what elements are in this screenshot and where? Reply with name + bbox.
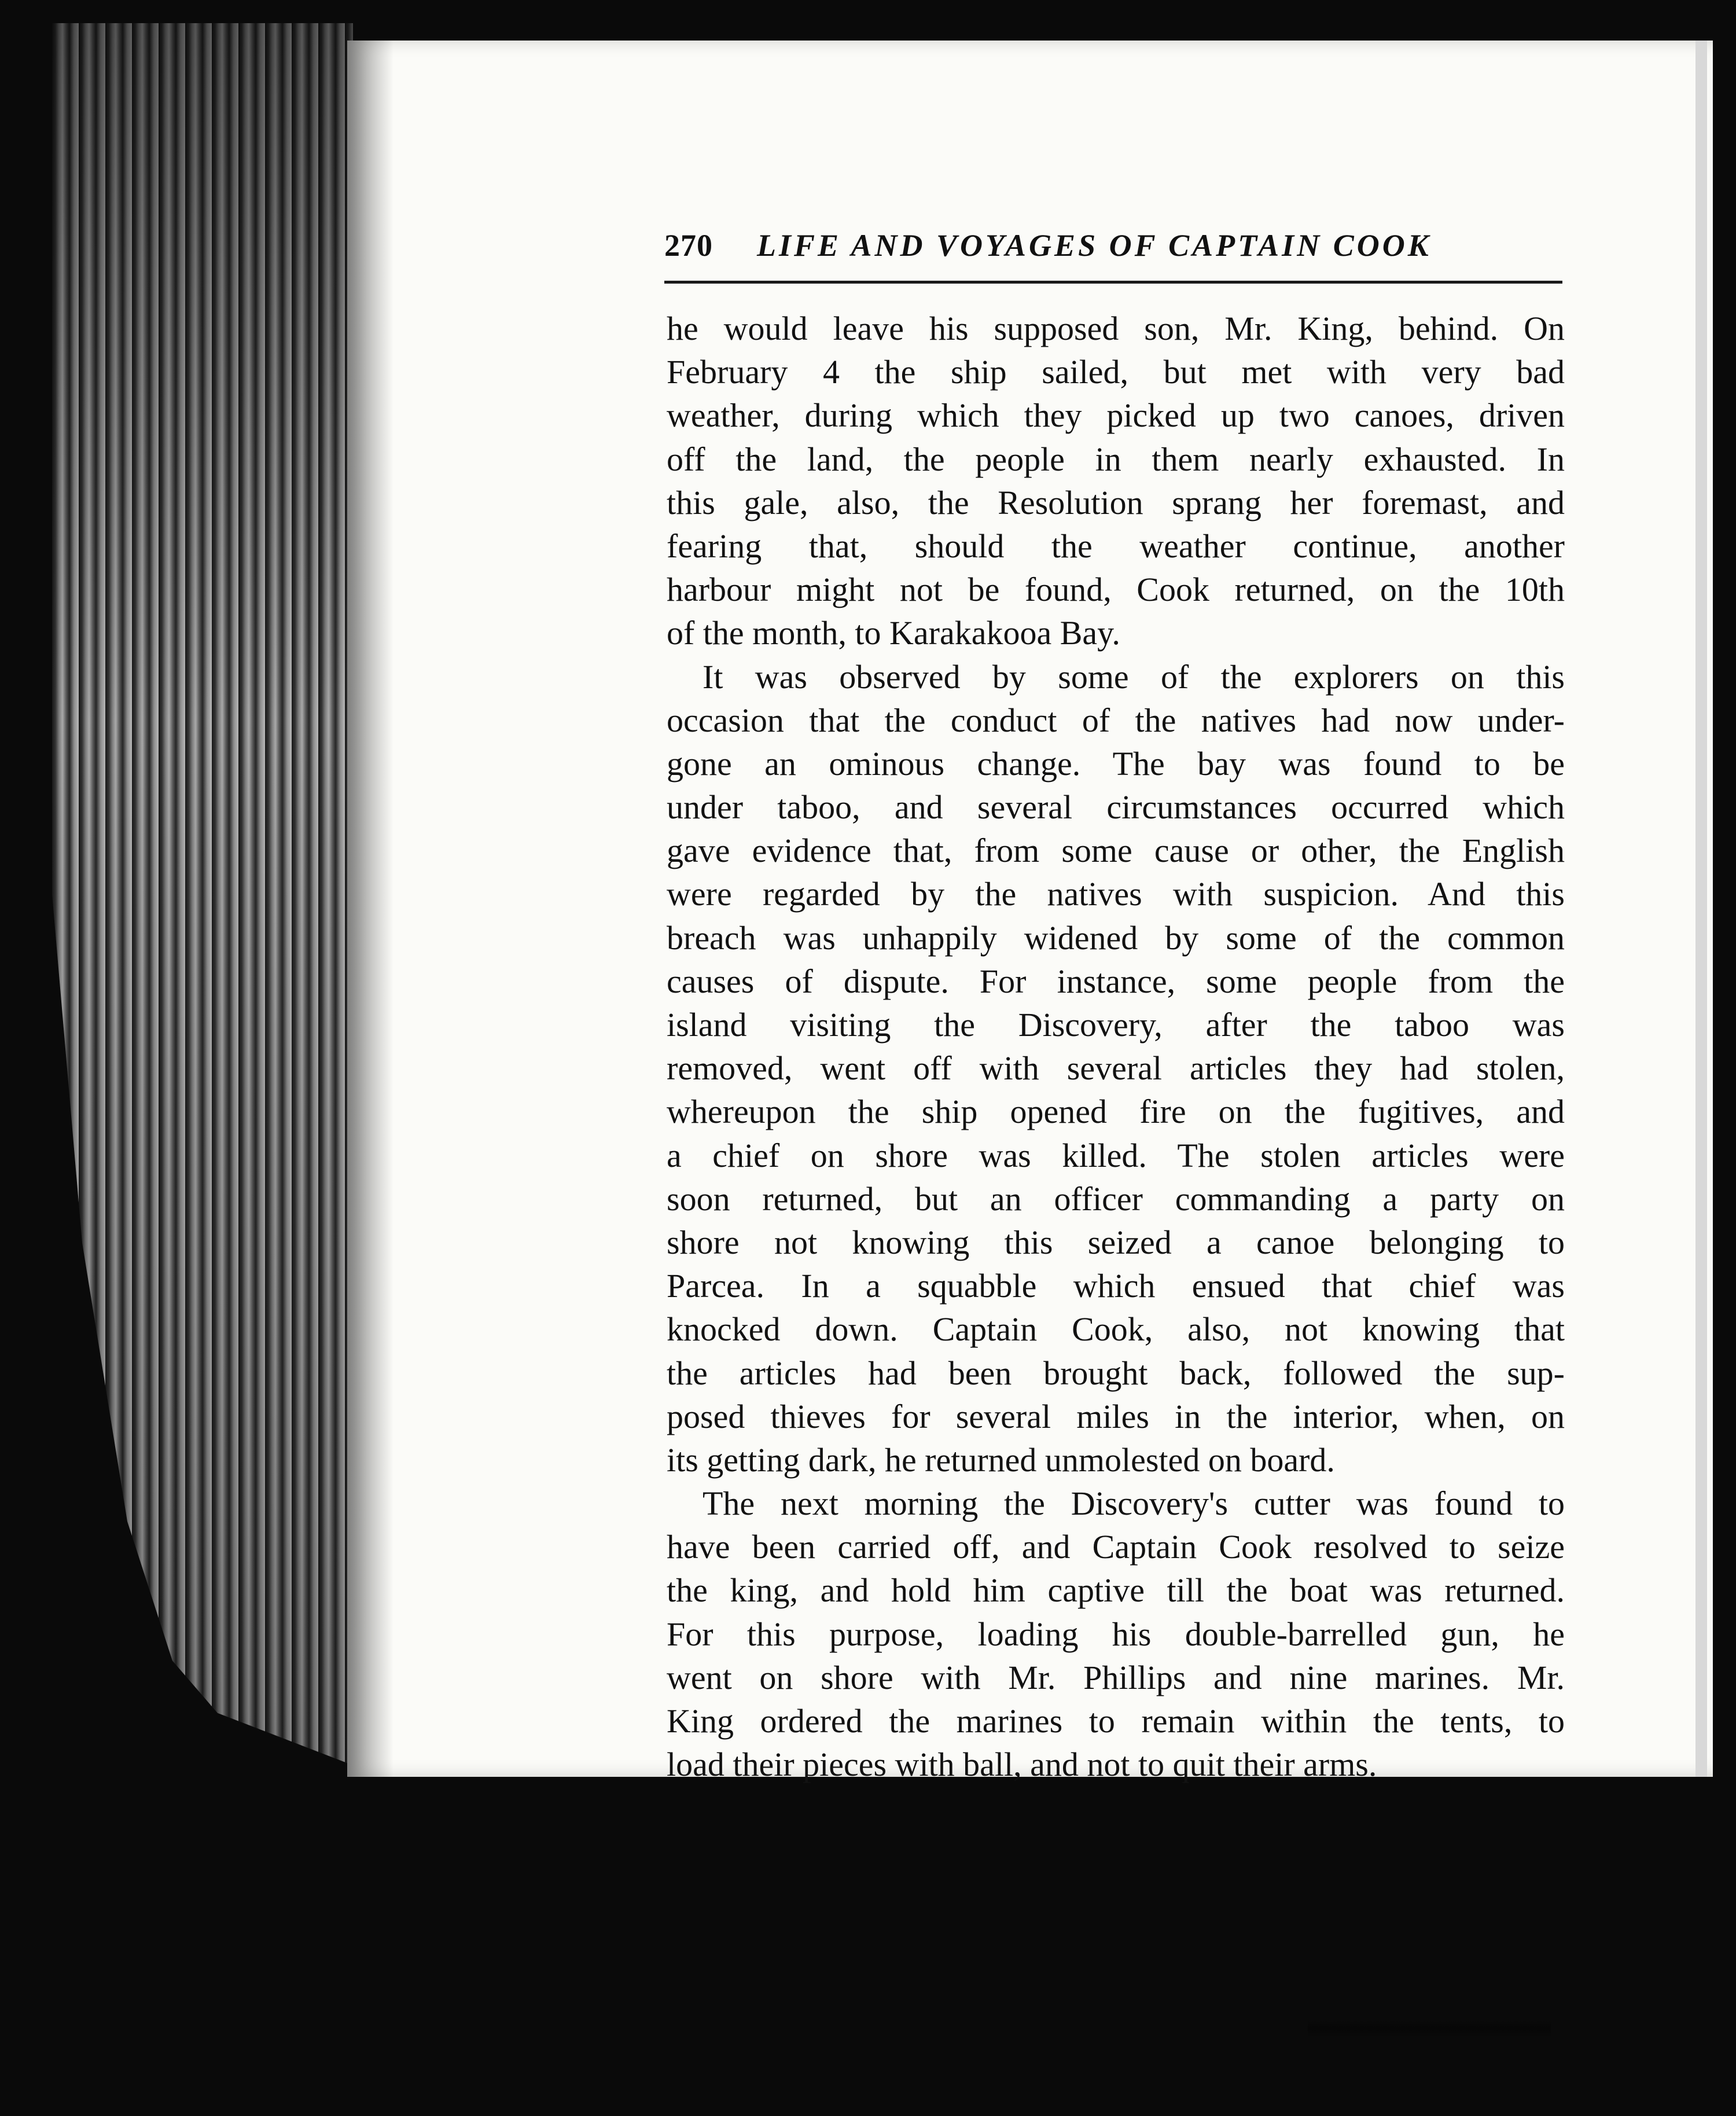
text-line: went on shore with Mr. Phillips and nine marines. Mr. — [667, 1658, 1565, 1696]
text-line: this gale, also, the Resolution sprang her foremast, and — [667, 483, 1565, 521]
text-line: harbour might not be found, Cook returned, on the 10th — [667, 571, 1565, 609]
body-text — [667, 307, 1565, 1786]
running-title: LIFE AND VOYAGES OF CAPTAIN COOK — [757, 228, 1432, 263]
text-line: of the month, to Karakakooa Bay. — [667, 614, 1120, 652]
text-line: have been carried off, and Captain Cook resolved to seize — [667, 1528, 1565, 1566]
text-line: breach was unhappily widened by some of the common — [667, 919, 1565, 957]
text-line: King ordered the marines to remain within the tents, to — [667, 1702, 1565, 1740]
page-gutter-shadow — [347, 41, 393, 1777]
paragraph — [667, 655, 1565, 1482]
text-line: whereupon the ship opened fire on the fugitives, and — [667, 1093, 1565, 1131]
text-line: a chief on shore was killed. The stolen articles were — [667, 1136, 1565, 1174]
text-line: posed thieves for several miles in the interior, when, on — [667, 1397, 1565, 1435]
text-line: February 4 the ship sailed, but met with very bad — [667, 353, 1565, 391]
text-line: soon returned, but an officer commanding a party on — [667, 1180, 1565, 1218]
text-line: knocked down. Captain Cook, also, not knowing that — [667, 1310, 1565, 1349]
text-line: gave evidence that, from some cause or other, the English — [667, 832, 1565, 870]
text-line: It was observed by some of the explorers on this — [703, 657, 1565, 696]
text-line: the articles had been brought back, followed the sup- — [667, 1354, 1565, 1392]
text-line: off the land, the people in them nearly exhausted. In — [667, 440, 1565, 478]
text-line: were regarded by the natives with suspicion. And this — [667, 875, 1565, 913]
paragraph — [667, 1482, 1565, 1786]
text-line: under taboo, and several circumstances occurred which — [667, 788, 1565, 826]
running-header — [664, 223, 1567, 275]
text-line: Parcea. In a squabble which ensued that chief was — [667, 1267, 1565, 1305]
text-line: its getting dark, he returned unmolested on board. — [667, 1441, 1335, 1479]
text-line: load their pieces with ball, and not to quit their arms. — [667, 1746, 1377, 1784]
text-line: island visiting the Discovery, after the taboo was — [667, 1006, 1565, 1044]
text-line: For this purpose, loading his double-barrelled gun, he — [667, 1615, 1565, 1653]
page-foot-shadow — [1308, 2020, 1551, 2037]
page-edge-shade — [52, 23, 353, 1765]
text-line: The next morning the Discovery's cutter was found to — [703, 1485, 1565, 1523]
text-line: removed, went off with several articles they had stolen, — [667, 1049, 1565, 1088]
text-line: he would leave his supposed son, Mr. King, behind. On — [667, 310, 1565, 347]
text-line: weather, during which they picked up two canoes, driven — [667, 396, 1565, 435]
text-line: causes of dispute. For instance, some people from the — [667, 962, 1565, 1000]
page-right-edge — [1695, 41, 1707, 1777]
text-line: the king, and hold him captive till the boat was returned. — [667, 1571, 1565, 1610]
text-line: shore not knowing this seized a canoe belonging to — [667, 1223, 1565, 1261]
paragraph — [667, 307, 1565, 655]
header-rule — [664, 281, 1562, 284]
page-number: 270 — [664, 228, 713, 263]
text-line: occasion that the conduct of the natives had now under- — [667, 701, 1565, 739]
text-line: fearing that, should the weather continue, another — [667, 527, 1565, 565]
text-line: gone an ominous change. The bay was found to be — [667, 744, 1565, 783]
